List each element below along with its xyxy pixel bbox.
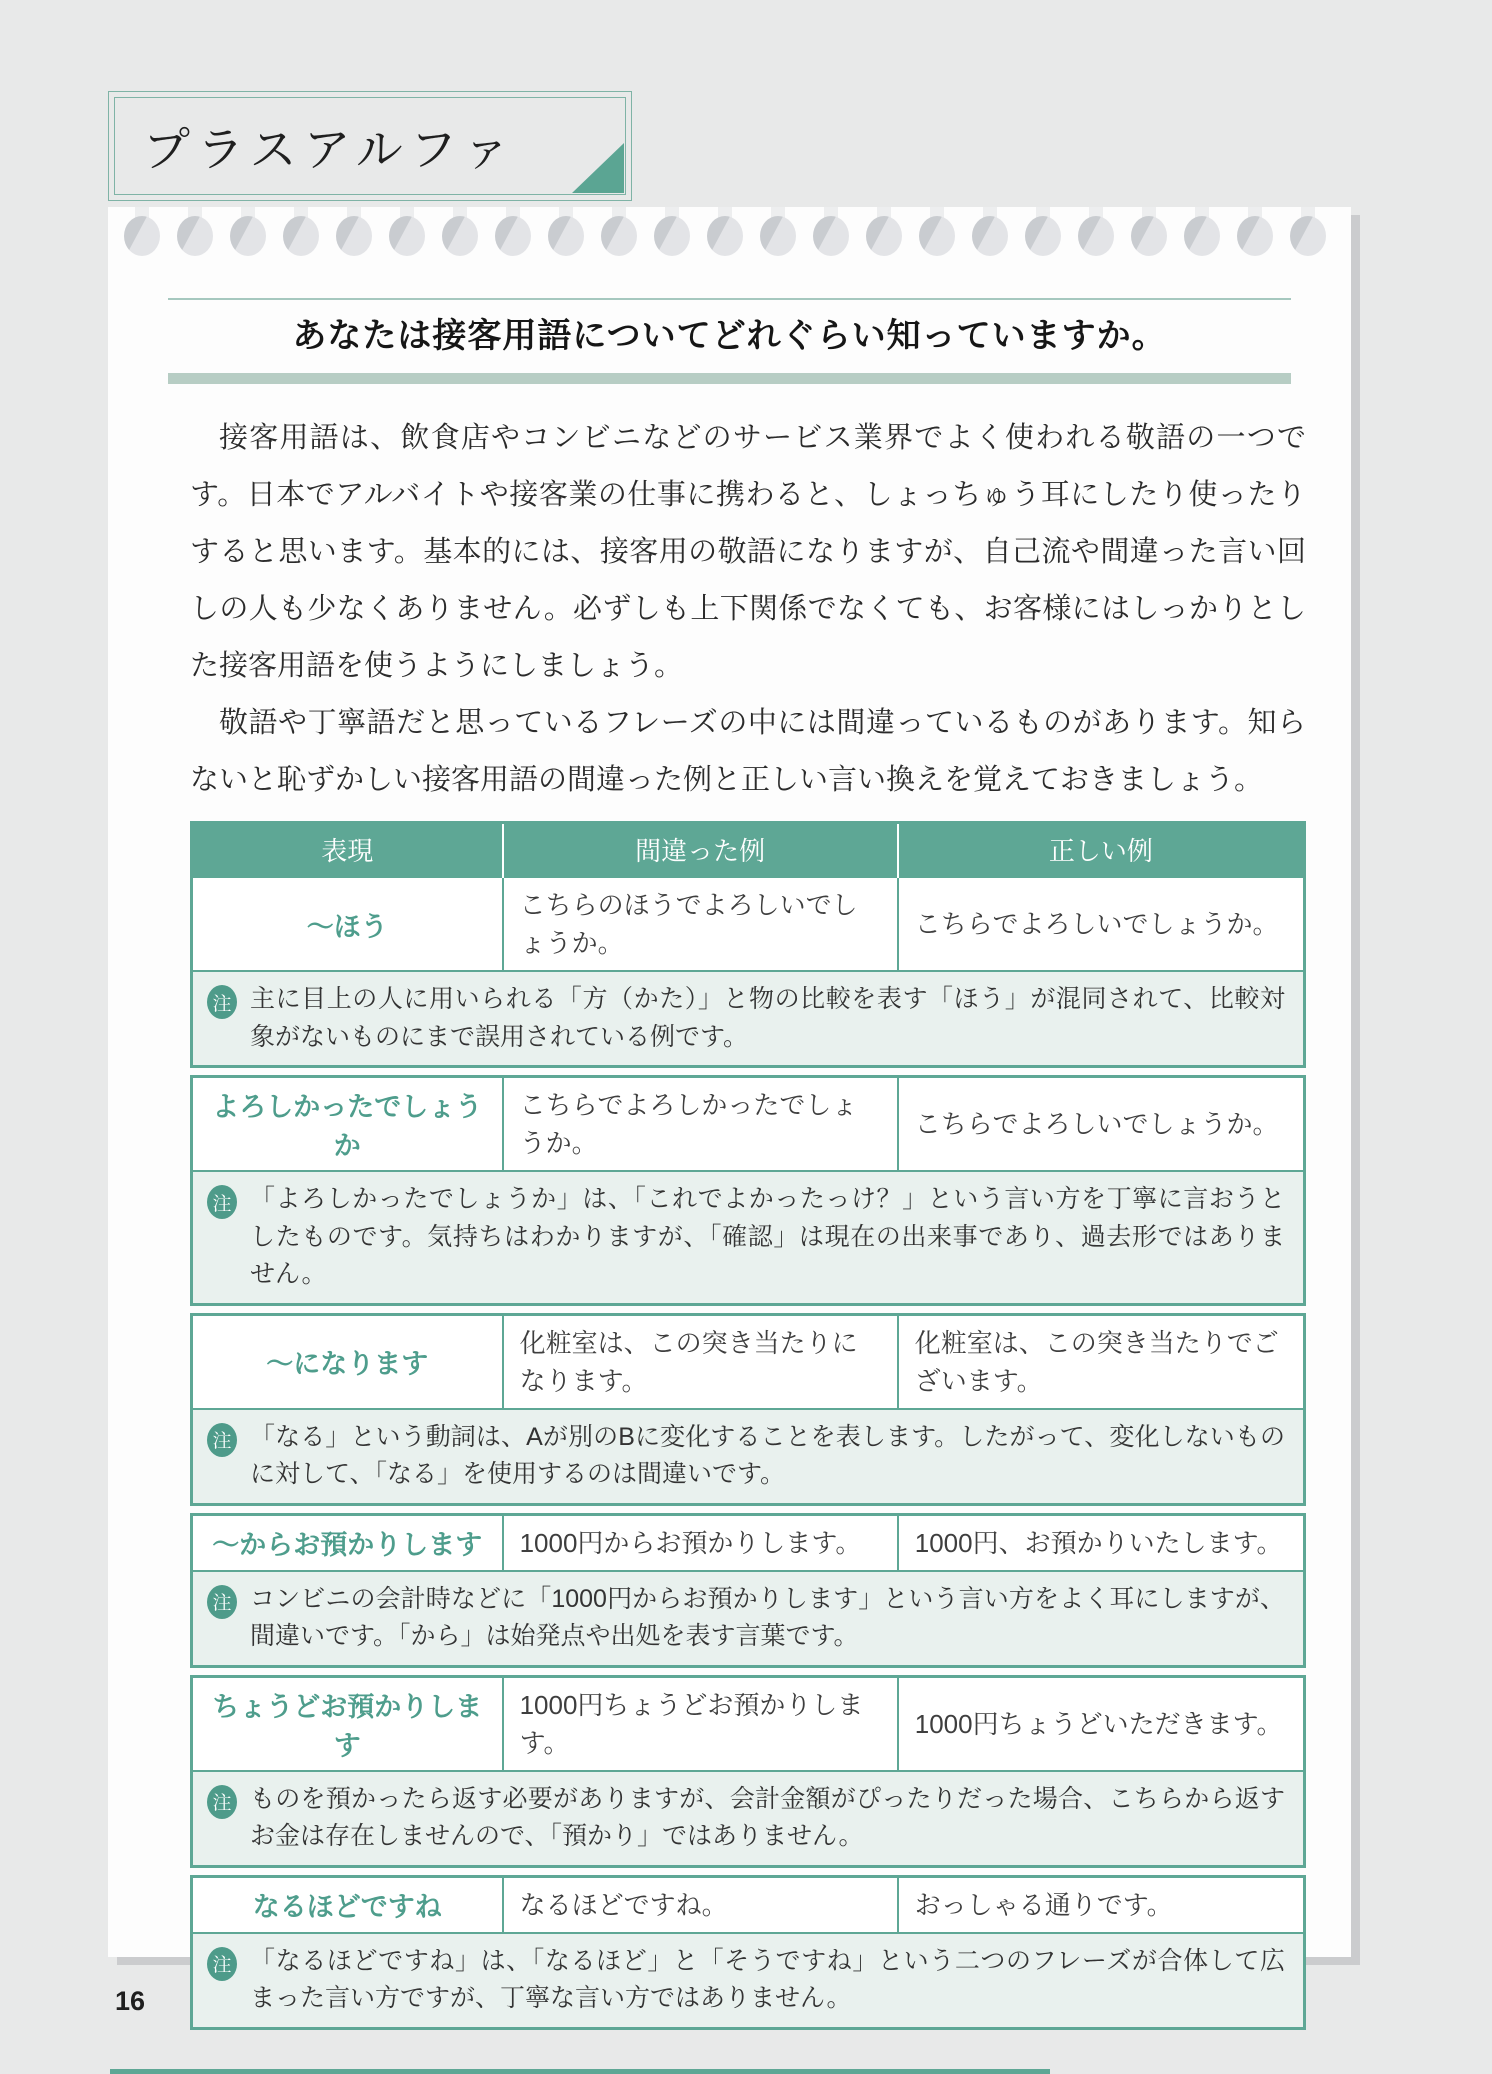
note-icon: 注 <box>207 1585 237 1619</box>
header-correct-example: 正しい例 <box>897 824 1303 878</box>
header-expression: 表現 <box>321 836 374 866</box>
note-row <box>193 1170 1303 1303</box>
expression-cell: ちょうどお預かりします <box>212 1691 483 1761</box>
note-icon: 注 <box>207 1185 237 1219</box>
note-text: 「なるほどですね」は、「なるほど」と「そうですね」という二つのフレーズが合体して広まった言い方ですが、丁寧な言い方ではありません。 <box>250 1946 1285 2012</box>
table-block-2 <box>190 1075 1306 1306</box>
table-row <box>193 1678 1303 1770</box>
expression-cell: ～からお預かりします <box>212 1530 483 1560</box>
wrong-example-cell: 化粧室は、この突き当たりになります。 <box>502 1316 897 1408</box>
correct-example-cell: 1000円、お預かりいたします。 <box>897 1516 1303 1570</box>
wrong-example-cell: こちらでよろしかったでしょうか。 <box>502 1078 897 1170</box>
correct-example-cell: こちらでよろしいでしょうか。 <box>897 878 1303 970</box>
wrong-example-cell: こちらのほうでよろしいでしょうか。 <box>502 878 897 970</box>
table-block-4 <box>190 1513 1306 1668</box>
title-block <box>168 298 1291 384</box>
note-text: 「よろしかったでしょうか」は、「これでよかったっけ？」という言い方を丁寧に言おうとしたものです。気持ちはわかりますが、「確認」は現在の出来事であり、過去形ではありません。 <box>250 1185 1285 1288</box>
header-wrong-example: 間違った例 <box>502 824 897 878</box>
binder-rings <box>124 207 1326 257</box>
table-block-6 <box>190 1875 1306 2030</box>
note-icon: 注 <box>207 1785 237 1819</box>
note-row <box>193 970 1303 1065</box>
table-header-row <box>193 824 1303 878</box>
note-text: ものを預かったら返す必要がありますが、会計金額がぴったりだった場合、こちらから返すお金は存在しませんので、「預かり」ではありません。 <box>250 1784 1285 1850</box>
note-row <box>193 1932 1303 2027</box>
section-header-box <box>108 91 632 201</box>
note-text: 「なる」という動詞は、Aが別のBに変化することを表します。したがって、変化しないものに対して、「なる」を使用するのは間違いです。 <box>250 1422 1285 1488</box>
correct-example-cell: 1000円ちょうどいただきます。 <box>897 1678 1303 1770</box>
expression-cell: ～になります <box>266 1349 429 1379</box>
section-header-inner-frame <box>114 97 626 195</box>
table-row <box>193 1878 1303 1932</box>
note-row <box>193 1570 1303 1665</box>
note-icon: 注 <box>207 1423 237 1457</box>
note-text: コンビニの会計時などに「1000円からお預かりします」という言い方をよく耳にしますが、間違いです。「から」は始発点や出処を表す言葉です。 <box>250 1584 1285 1650</box>
section-header-label: プラスアルファ <box>143 124 517 177</box>
wrong-example-cell: 1000円ちょうどお預かりします。 <box>502 1678 897 1770</box>
bottom-accent-strip <box>110 2069 1050 2074</box>
page-number: 16 <box>115 1986 146 2016</box>
title-underline-bar <box>168 373 1291 384</box>
table-row <box>193 1516 1303 1570</box>
table-block-5 <box>190 1675 1306 1868</box>
wrong-example-cell: なるほどですね。 <box>502 1878 897 1932</box>
intro-text <box>190 410 1306 809</box>
expressions-table <box>190 821 1306 2030</box>
expression-cell: ～ほう <box>306 911 388 942</box>
table-row <box>193 1078 1303 1170</box>
intro-paragraph-2: 敬語や丁寧語だと思っているフレーズの中には間違っているものがあります。知らないと恥ずかしい接客用語の間違った例と正しい言い換えを覚えておきましょう。 <box>190 707 1306 796</box>
table-row <box>193 878 1303 970</box>
note-row <box>193 1770 1303 1865</box>
correct-example-cell: おっしゃる通りです。 <box>897 1878 1303 1932</box>
expression-cell: なるほどですね <box>252 1892 442 1922</box>
table-block-3 <box>190 1313 1306 1506</box>
expression-cell: よろしかったでしょうか <box>212 1092 483 1161</box>
page-title: あなたは接客用語についてどれぐらい知っていますか。 <box>292 317 1167 355</box>
note-icon: 注 <box>207 985 237 1019</box>
intro-paragraph-1: 接客用語は、飲食店やコンビニなどのサービス業界でよく使われる敬語の一つです。日本でアルバイトや接客業の仕事に携わると、しょっちゅう耳にしたり使ったりすると思います。基本的には、接客用の敬語になりますが、自己流や間違った言い回しの人も少なくありません。必ずしも上下関係でなくても、お客様にはしっかりとした接客用語を使うようにしましょう。 <box>190 422 1306 682</box>
correct-example-cell: 化粧室は、この突き当たりでございます。 <box>897 1316 1303 1408</box>
note-icon: 注 <box>207 1947 237 1981</box>
wrong-example-cell: 1000円からお預かりします。 <box>502 1516 897 1570</box>
table-block-1 <box>190 821 1306 1068</box>
correct-example-cell: こちらでよろしいでしょうか。 <box>897 1078 1303 1170</box>
note-row <box>193 1408 1303 1503</box>
note-text: 主に目上の人に用いられる「方（かた）」と物の比較を表す「ほう」が混同されて、比較対象がないものにまで誤用されている例です。 <box>250 985 1285 1051</box>
table-row <box>193 1316 1303 1408</box>
